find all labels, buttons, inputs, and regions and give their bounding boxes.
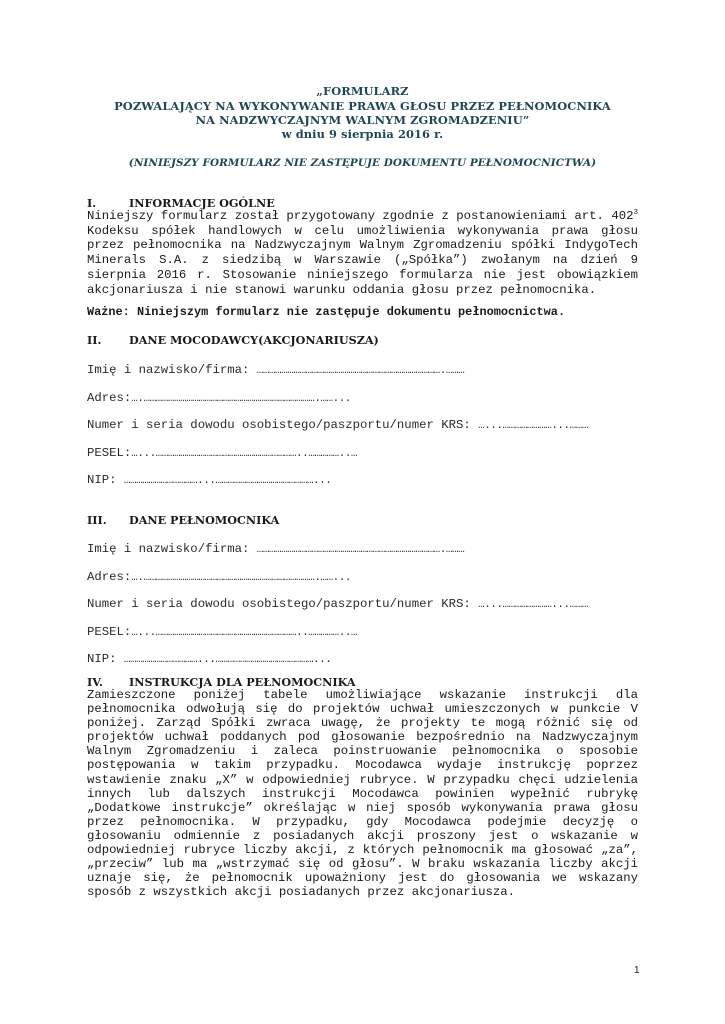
field-label: PESEL: — [87, 446, 132, 460]
field-label: Numer i seria dowodu osobistego/paszportu/numer KRS: — [87, 597, 479, 611]
fill-in-line: …...……………………………………………………………..……………..… — [131, 627, 358, 639]
section-4-heading — [87, 677, 356, 688]
field-label: Imię i nazwisko/firma: — [87, 542, 257, 556]
proxy-pesel-field[interactable] — [87, 626, 357, 639]
section-3-title: DANE PEŁNOMOCNIKA — [129, 513, 280, 527]
section-4-number: IV. — [87, 675, 103, 689]
page-number: 1 — [634, 965, 640, 976]
section-4-paragraph: Zamieszczone poniżej tabele umożliwiające wskazanie instrukcji dla pełnomocnika odwołują się do projektów uchwał umieszczonych w punkcie V poniżej. Zarząd Spółki zwraca uwagę, że projekty te mogą różnić się od projektów uchwał poddanych pod głosowanie bezpośrednio na Nadzwyczajnym Walnym Zgromadzeniu i zaleca poinstruowanie pełnomocnika o sposobie postępowania w takim przypadku. Mocodawca wydaje instrukcję poprzez wstawienie znaku „X” w odpowiedniej rubryce. W przypadku chęci udzielenia innych lub dalszych instrukcji Mocodawca powinien wypełnić rubrykę „Dodatkowe instrukcje” określając w niej sposób wykonywania prawa głosu przez pełnomocnika. W przypadku, gdy Mocodawca podejmie decyzję o głosowaniu odmiennie z posiadanych akcji proszony jest o wskazanie w odpowiedniej rubryce liczby akcji, z których pełnomocnik ma głosować „za”, „przeciw” lub ma „wstrzymać się od głosu”. W braku wskazania liczby akcji uznaje się, że pełnomocnik upoważniony jest do głosowania we wskazany sposób z wszystkich akcji posiadanych przez akcjonariusza. — [87, 688, 638, 900]
field-label: Imię i nazwisko/firma: — [87, 363, 257, 377]
fill-in-line: ………………………………...…………………………………………... — [123, 654, 332, 666]
proxy-address-field[interactable] — [87, 571, 351, 584]
fill-in-line: …...……………………...……… — [478, 420, 588, 432]
field-label: NIP: — [87, 652, 124, 666]
proxy-nip-field[interactable] — [87, 653, 331, 666]
fill-in-line: ……………………………………………………………………………….……… — [256, 365, 465, 377]
fill-in-line: ………………………………...…………………………………………... — [123, 475, 332, 487]
fill-in-line: …...……………………………………………………………..……………..… — [131, 448, 358, 460]
principal-nip-field[interactable] — [87, 474, 331, 487]
section-4-title: INSTRUKCJA DLA PEŁNOMOCNIKA — [129, 675, 356, 689]
form-title-line-1: „FORMULARZ — [316, 84, 409, 98]
form-title-line-3: NA NADZWYCZAJNYM WALNYM ZGROMADZENIU” — [195, 113, 530, 127]
section-1-heading — [87, 198, 275, 209]
principal-address-field[interactable] — [87, 392, 351, 405]
important-note: Ważne: Niniejszym formularz nie zastępuje dokumentu pełnomocnictwa. — [87, 305, 566, 319]
principal-pesel-field[interactable] — [87, 447, 357, 460]
field-label: Adres: — [87, 570, 132, 584]
meeting-date: w dniu 9 sierpnia 2016 r. — [281, 127, 444, 141]
section-1-paragraph — [87, 209, 638, 297]
section-3-heading — [87, 515, 279, 526]
article-superscript: 3 — [633, 209, 638, 217]
fill-in-line: ….………………………………………………………………………….……... — [131, 393, 351, 405]
form-title-line-2: POZWALAJĄCY NA WYKONYWANIE PRAWA GŁOSU PRZEZ PEŁNOMOCNIKA — [114, 99, 611, 113]
field-label: Numer i seria dowodu osobistego/paszportu/numer KRS: — [87, 418, 479, 432]
field-label: Adres: — [87, 391, 132, 405]
field-label: NIP: — [87, 473, 124, 487]
section-2-number: II. — [87, 333, 102, 347]
field-label: PESEL: — [87, 625, 132, 639]
fill-in-line: …...……………………...……… — [478, 599, 588, 611]
proxy-id-number-field[interactable] — [87, 598, 588, 611]
section-1-title: INFORMACJE OGÓLNE — [129, 196, 275, 210]
fill-in-line: ….………………………………………………………………………….……... — [131, 572, 351, 584]
section-1-text-start: Niniejszy formularz został przygotowany zgodnie z postanowieniami art. 402 — [87, 209, 634, 223]
section-1-number: I. — [87, 196, 97, 210]
principal-name-field[interactable] — [87, 364, 464, 377]
proxy-name-field[interactable] — [87, 543, 464, 556]
section-1-text-rest: Kodeksu spółek handlowych w celu umożliwienia wykonywania prawa głosu przez pełnomocnika na Nadzwyczajnym Walnym Zgromadzeniu spółki IndygoTech Minerals S.A. z siedzibą w Warszawie („Spółka”) zwołanym na dzień 9 sierpnia 2016 r. Stosowanie niniejszego formularza nie jest obowiązkiem akcjonariusza i nie stanowi warunku oddania głosu przez pełnomocnika. — [87, 223, 638, 297]
fill-in-line: ……………………………………………………………………………….……… — [256, 544, 465, 556]
section-2-heading — [87, 335, 379, 346]
section-2-title: DANE MOCODAWCY(AKCJONARIUSZA) — [129, 333, 379, 347]
section-3-number: III. — [87, 513, 107, 527]
principal-id-number-field[interactable] — [87, 419, 588, 432]
form-disclaimer-note: (NINIEJSZY FORMULARZ NIE ZASTĘPUJE DOKUMENTU PEŁNOMOCNICTWA) — [128, 157, 597, 169]
